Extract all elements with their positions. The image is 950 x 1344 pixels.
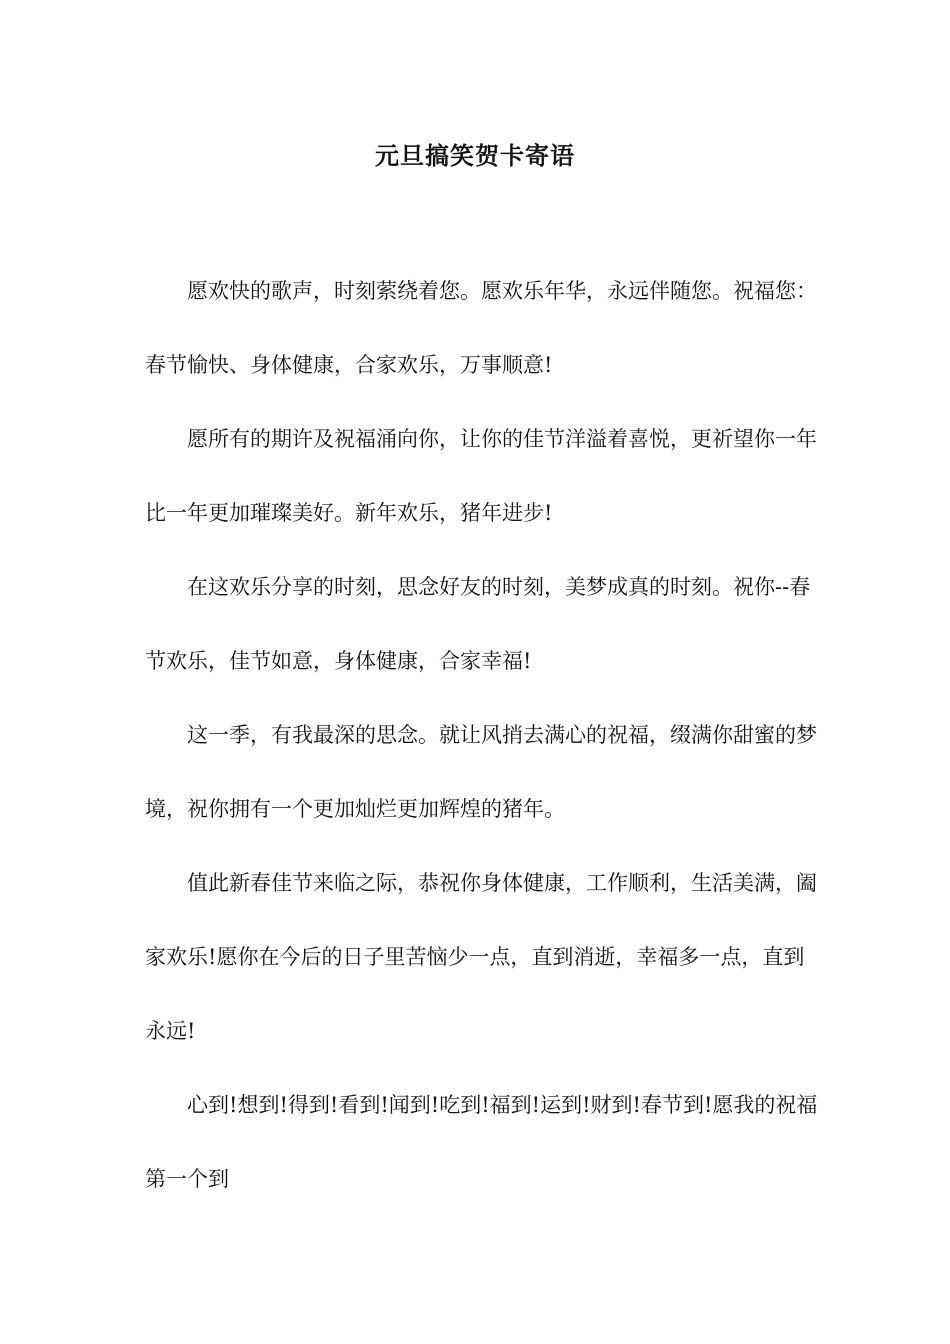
document-body — [145, 254, 825, 1216]
paragraph-5: 值此新春佳节来临之际，恭祝你身体健康，工作顺利，生活美满，阖家欢乐!愿你在今后的日子里苦恼少一点，直到消逝，幸福多一点，直到永远! — [145, 871, 817, 1043]
paragraph-4: 这一季，有我最深的思念。就让风捎去满心的祝福，缀满你甜蜜的梦境，祝你拥有一个更加灿烂更加辉煌的猪年。 — [145, 723, 817, 821]
paragraph-1: 愿欢快的歌声，时刻萦绕着您。愿欢乐年华，永远伴随您。祝福您：春节愉快、身体健康，合家欢乐，万事顺意! — [145, 279, 817, 377]
paragraph-6: 心到!想到!得到!看到!闻到!吃到!福到!运到!财到!春节到!愿我的祝福第一个到 — [145, 1093, 818, 1191]
document-title: 元旦搞笑贺卡寄语 — [375, 141, 575, 170]
paragraph-3: 在这欢乐分享的时刻，思念好友的时刻，美梦成真的时刻。祝你--春节欢乐，佳节如意，身体健康，合家幸福! — [145, 575, 811, 673]
paragraph-2: 愿所有的期许及祝福涌向你，让你的佳节洋溢着喜悦，更祈望你一年比一年更加璀璨美好。新年欢乐，猪年进步! — [145, 427, 817, 525]
